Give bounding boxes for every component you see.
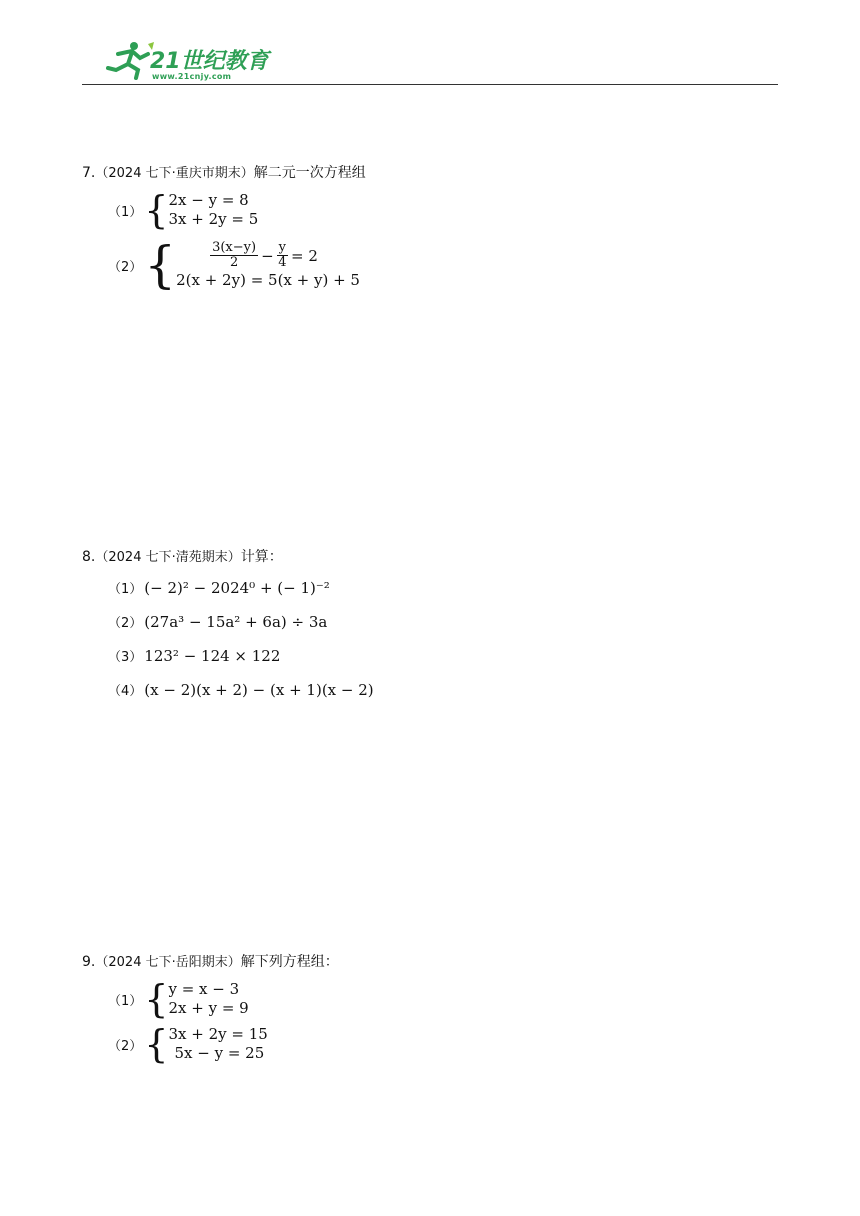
expression: 123² − 124 × 122 (144, 646, 281, 665)
item-label: （3） (108, 650, 143, 665)
question-8-title: 8.（2024 七下·清苑期末）计算： (82, 549, 283, 565)
logo-text: 21世纪教育 (150, 49, 269, 74)
equation-line: 2(x + 2y) = 5(x + y) + 5 (176, 270, 360, 289)
q7-item-1 (108, 188, 259, 232)
q9-item-1 (108, 977, 249, 1021)
item-label: （2） (108, 616, 143, 631)
left-brace: { (144, 236, 177, 294)
fraction: $\frac{y}{4}$ (278, 240, 287, 270)
left-brace: { (144, 1022, 169, 1066)
fraction: $\frac{3(x-y)}{2}$ (212, 240, 257, 270)
q8-item-1 (108, 578, 330, 597)
logo-url: www.21cnjy.com (152, 72, 232, 81)
question-prompt: 解二元一次方程组 (253, 165, 366, 181)
question-source: （2024 七下·清苑期末） (95, 550, 241, 565)
question-prompt: 解下列方程组： (240, 954, 339, 970)
q8-item-2 (108, 612, 327, 631)
item-label: （4） (108, 684, 143, 699)
q8-item-4 (108, 680, 374, 699)
equation-line: 2x + y = 9 (168, 999, 249, 1017)
logo-21cnjy (104, 38, 284, 84)
equation-line: y = x − 3 (168, 980, 240, 998)
equation-line-fraction: $\frac{3(x-y)}{2}$ − $\frac{y}{4}$ = 2 (212, 240, 318, 270)
q9-item-2 (108, 1022, 268, 1066)
equation-line: 3x + 2y = 15 (168, 1025, 268, 1043)
item-label: （1） (108, 993, 143, 1009)
question-source: （2024 七下·重庆市期末） (95, 166, 254, 181)
item-label: （1） (108, 582, 143, 597)
question-prompt: 计算： (240, 549, 283, 565)
q7-item-2 (108, 236, 360, 294)
equation-line: 5x − y = 25 (174, 1044, 265, 1062)
left-brace: { (144, 977, 169, 1021)
question-number: 8 (82, 549, 91, 565)
question-number: 9 (82, 954, 91, 970)
question-number: 7 (82, 165, 91, 181)
question-7-title: 7.（2024 七下·重庆市期末）解二元一次方程组 (82, 165, 366, 181)
expression: (27a³ − 15a² + 6a) ÷ 3a (144, 612, 328, 631)
expression: (x − 2)(x + 2) − (x + 1)(x − 2) (144, 680, 374, 699)
question-source: （2024 七下·岳阳期末） (95, 955, 241, 970)
expression: (− 2)² − 2024⁰ + (− 1)⁻² (144, 578, 330, 597)
item-label: （2） (108, 1038, 143, 1054)
header-divider (82, 84, 778, 85)
equation-line: 3x + 2y = 5 (168, 210, 259, 228)
q8-item-3 (108, 646, 280, 665)
left-brace: { (144, 188, 169, 232)
runner-logo-icon (104, 40, 154, 80)
equation-line: 2x − y = 8 (168, 191, 249, 209)
page-header (82, 38, 778, 86)
item-label: （1） (108, 204, 143, 220)
question-9-title: 9.（2024 七下·岳阳期末）解下列方程组： (82, 954, 339, 970)
item-label: （2） (108, 259, 143, 275)
